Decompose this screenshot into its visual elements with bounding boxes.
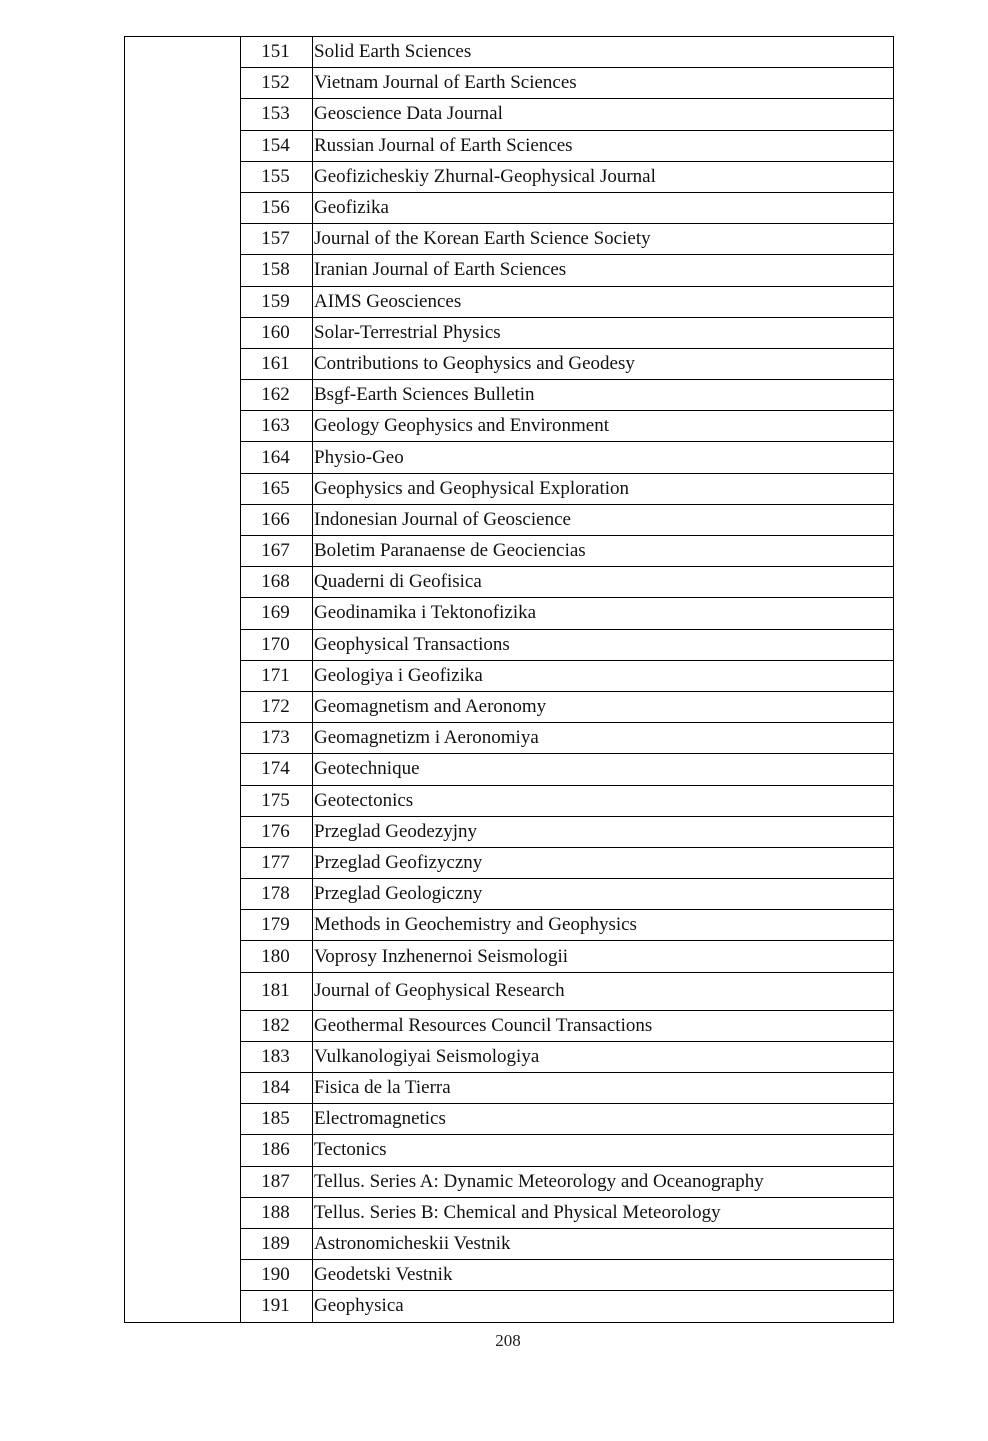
table-row bbox=[125, 37, 894, 68]
journal-title: Przeglad Geologiczny bbox=[313, 879, 894, 910]
journal-title: Geophysics and Geophysical Exploration bbox=[313, 473, 894, 504]
journal-table-body bbox=[125, 37, 894, 1323]
journal-title: Geodinamika i Tektonofizika bbox=[313, 598, 894, 629]
row-number: 152 bbox=[241, 68, 313, 99]
journal-title: Vietnam Journal of Earth Sciences bbox=[313, 68, 894, 99]
row-number: 161 bbox=[241, 348, 313, 379]
journal-title: Boletim Paranaense de Geociencias bbox=[313, 536, 894, 567]
row-number: 173 bbox=[241, 723, 313, 754]
journal-title: Geotectonics bbox=[313, 785, 894, 816]
table-row bbox=[125, 691, 894, 722]
row-number: 168 bbox=[241, 567, 313, 598]
table-row bbox=[125, 754, 894, 785]
row-number: 171 bbox=[241, 660, 313, 691]
table-row bbox=[125, 1135, 894, 1166]
journal-title: Bsgf-Earth Sciences Bulletin bbox=[313, 380, 894, 411]
row-number: 187 bbox=[241, 1166, 313, 1197]
row-number: 158 bbox=[241, 255, 313, 286]
table-row bbox=[125, 473, 894, 504]
table-row bbox=[125, 598, 894, 629]
table-row bbox=[125, 1073, 894, 1104]
row-number: 164 bbox=[241, 442, 313, 473]
table-row bbox=[125, 723, 894, 754]
table-row bbox=[125, 192, 894, 223]
table-row bbox=[125, 442, 894, 473]
row-number: 188 bbox=[241, 1197, 313, 1228]
journal-title: Solid Earth Sciences bbox=[313, 37, 894, 68]
page-number: 208 bbox=[495, 1331, 521, 1350]
table-row bbox=[125, 348, 894, 379]
table-row bbox=[125, 1228, 894, 1259]
journal-title: Tellus. Series B: Chemical and Physical Meteorology bbox=[313, 1197, 894, 1228]
table-row bbox=[125, 1010, 894, 1041]
row-number: 178 bbox=[241, 879, 313, 910]
journal-title: Iranian Journal of Earth Sciences bbox=[313, 255, 894, 286]
journal-title: Russian Journal of Earth Sciences bbox=[313, 130, 894, 161]
table-row bbox=[125, 847, 894, 878]
journal-title: Geologiya i Geofizika bbox=[313, 660, 894, 691]
journal-title: Astronomicheskii Vestnik bbox=[313, 1228, 894, 1259]
journal-title: Przeglad Geodezyjny bbox=[313, 816, 894, 847]
table-row bbox=[125, 504, 894, 535]
row-number: 165 bbox=[241, 473, 313, 504]
row-number: 151 bbox=[241, 37, 313, 68]
row-number: 159 bbox=[241, 286, 313, 317]
row-number: 167 bbox=[241, 536, 313, 567]
table-row bbox=[125, 1041, 894, 1072]
journal-table bbox=[124, 36, 894, 1323]
journal-title: Physio-Geo bbox=[313, 442, 894, 473]
row-number: 154 bbox=[241, 130, 313, 161]
journal-title: Vulkanologiyai Seismologiya bbox=[313, 1041, 894, 1072]
row-number: 190 bbox=[241, 1260, 313, 1291]
table-row bbox=[125, 99, 894, 130]
row-number: 160 bbox=[241, 317, 313, 348]
row-number: 156 bbox=[241, 192, 313, 223]
row-number: 180 bbox=[241, 941, 313, 972]
journal-title: Geomagnetism and Aeronomy bbox=[313, 691, 894, 722]
row-number: 153 bbox=[241, 99, 313, 130]
journal-title: Fisica de la Tierra bbox=[313, 1073, 894, 1104]
table-row bbox=[125, 536, 894, 567]
table-row bbox=[125, 910, 894, 941]
journal-title: Indonesian Journal of Geoscience bbox=[313, 504, 894, 535]
row-number: 163 bbox=[241, 411, 313, 442]
journal-title: Voprosy Inzhenernoi Seismologii bbox=[313, 941, 894, 972]
table-row bbox=[125, 972, 894, 1010]
journal-title: Geothermal Resources Council Transactions bbox=[313, 1010, 894, 1041]
table-row bbox=[125, 941, 894, 972]
row-number: 181 bbox=[241, 972, 313, 1010]
row-number: 162 bbox=[241, 380, 313, 411]
table-row bbox=[125, 130, 894, 161]
row-number: 157 bbox=[241, 224, 313, 255]
journal-title: Tectonics bbox=[313, 1135, 894, 1166]
journal-title: Geofizicheskiy Zhurnal-Geophysical Journal bbox=[313, 161, 894, 192]
table-row bbox=[125, 286, 894, 317]
row-number: 191 bbox=[241, 1291, 313, 1322]
table-row bbox=[125, 1291, 894, 1322]
table-row bbox=[125, 68, 894, 99]
journal-title: Quaderni di Geofisica bbox=[313, 567, 894, 598]
row-number: 179 bbox=[241, 910, 313, 941]
journal-title: Geology Geophysics and Environment bbox=[313, 411, 894, 442]
journal-title: Solar-Terrestrial Physics bbox=[313, 317, 894, 348]
journal-title: Przeglad Geofizyczny bbox=[313, 847, 894, 878]
row-number: 189 bbox=[241, 1228, 313, 1259]
journal-title: Electromagnetics bbox=[313, 1104, 894, 1135]
journal-title: Contributions to Geophysics and Geodesy bbox=[313, 348, 894, 379]
row-number: 169 bbox=[241, 598, 313, 629]
journal-title: Journal of the Korean Earth Science Society bbox=[313, 224, 894, 255]
row-number: 184 bbox=[241, 1073, 313, 1104]
table-row bbox=[125, 317, 894, 348]
journal-title: Geodetski Vestnik bbox=[313, 1260, 894, 1291]
table-row bbox=[125, 629, 894, 660]
journal-title: Geoscience Data Journal bbox=[313, 99, 894, 130]
row-number: 177 bbox=[241, 847, 313, 878]
journal-title: Methods in Geochemistry and Geophysics bbox=[313, 910, 894, 941]
row-number: 176 bbox=[241, 816, 313, 847]
table-row bbox=[125, 1260, 894, 1291]
journal-title: Geotechnique bbox=[313, 754, 894, 785]
table-row bbox=[125, 224, 894, 255]
row-number: 170 bbox=[241, 629, 313, 660]
table-row bbox=[125, 255, 894, 286]
row-number: 172 bbox=[241, 691, 313, 722]
group-cell bbox=[125, 37, 241, 1323]
table-row bbox=[125, 161, 894, 192]
table-row bbox=[125, 567, 894, 598]
journal-title: Geophysical Transactions bbox=[313, 629, 894, 660]
row-number: 182 bbox=[241, 1010, 313, 1041]
journal-title: Geomagnetizm i Aeronomiya bbox=[313, 723, 894, 754]
row-number: 183 bbox=[241, 1041, 313, 1072]
row-number: 166 bbox=[241, 504, 313, 535]
table-row bbox=[125, 1104, 894, 1135]
journal-title: Tellus. Series A: Dynamic Meteorology and Oceanography bbox=[313, 1166, 894, 1197]
journal-title: Geophysica bbox=[313, 1291, 894, 1322]
table-row bbox=[125, 785, 894, 816]
journal-title: AIMS Geosciences bbox=[313, 286, 894, 317]
table-row bbox=[125, 411, 894, 442]
row-number: 155 bbox=[241, 161, 313, 192]
table-row bbox=[125, 660, 894, 691]
row-number: 185 bbox=[241, 1104, 313, 1135]
table-row bbox=[125, 380, 894, 411]
row-number: 174 bbox=[241, 754, 313, 785]
journal-title: Journal of Geophysical Research bbox=[313, 972, 894, 1010]
table-row bbox=[125, 816, 894, 847]
table-row bbox=[125, 1166, 894, 1197]
row-number: 175 bbox=[241, 785, 313, 816]
table-row bbox=[125, 1197, 894, 1228]
journal-title: Geofizika bbox=[313, 192, 894, 223]
table-row bbox=[125, 879, 894, 910]
row-number: 186 bbox=[241, 1135, 313, 1166]
